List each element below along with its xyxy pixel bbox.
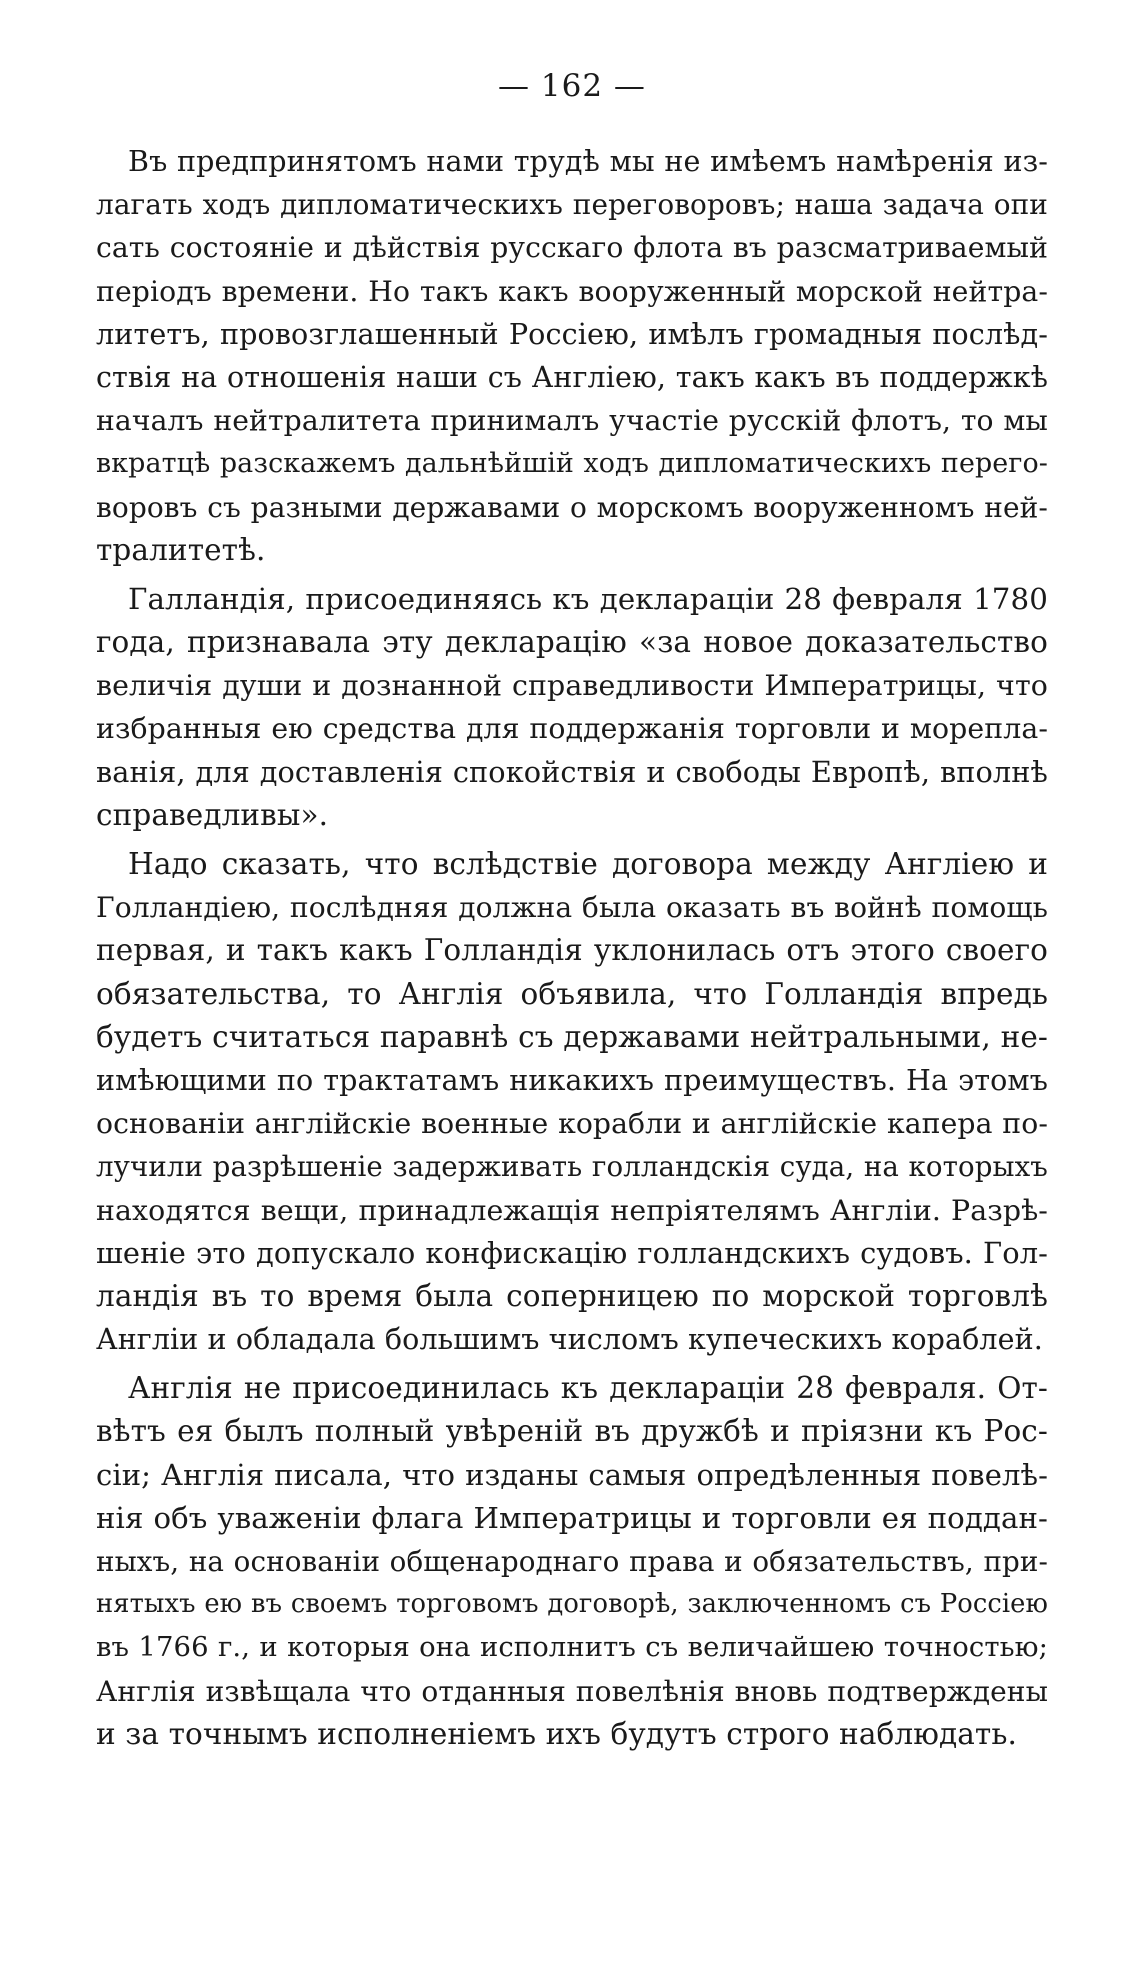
text-line: лагать ходъ дипломатическихъ переговоровъ; наша задача опи xyxy=(96,188,1048,222)
paragraph xyxy=(96,140,1048,572)
text-line: года, признавала эту декларацію «за новое доказательство xyxy=(96,625,1048,660)
text-line: сать состояніе и дѣйствія русскаго флота въ разсматриваемый xyxy=(96,231,1048,265)
text-line: ванія, для доставленія спокойствія и свободы Европѣ, вполнѣ xyxy=(96,754,1048,789)
text-line: воровъ съ разными державами о морскомъ вооруженномъ ней- xyxy=(96,490,1048,524)
text-line: Англія не присоединилась къ деклараціи 28 февраля. От- xyxy=(128,1371,1048,1406)
text-line: Англія извѣщала что отданныя повелѣнія вновь подтверждены xyxy=(96,1674,1048,1708)
text-line: вѣтъ ея былъ полный увѣреній въ дружбѣ и пріязни къ Рос- xyxy=(96,1414,1048,1449)
text-line: Галландія, присоединяясь къ деклараціи 28 февраля 1780 xyxy=(128,581,1048,616)
page-number: — 162 — xyxy=(498,68,646,104)
text-line: находятся вещи, принадлежащія непріятелямъ Англіи. Разрѣ- xyxy=(96,1193,1048,1227)
text-line: ландія въ то время была соперницею по морской торговлѣ xyxy=(96,1278,1048,1313)
text-line: нія объ уваженіи флага Императрицы и торговли ея поддан- xyxy=(96,1500,1048,1535)
text-line: тралитетѣ. xyxy=(96,532,266,567)
text-line: избранныя ею средства для поддержанія торговли и морепла- xyxy=(96,712,1048,746)
text-line: вкратцѣ разскажемъ дальнѣйшій ходъ дипломатическихъ перего- xyxy=(96,448,1048,480)
paragraph xyxy=(96,1367,1048,1756)
paragraph xyxy=(96,843,1048,1361)
book-page xyxy=(96,66,1048,1762)
text-line: первая, и такъ какъ Голландія уклонилась отъ этого своего xyxy=(96,933,1048,968)
text-line: Англіи и обладала большимъ числомъ купеческихъ кораблей. xyxy=(96,1323,1043,1357)
paragraph xyxy=(96,578,1048,837)
text-line: основаніи англійскіе военные корабли и англійскіе капера по- xyxy=(96,1107,1048,1141)
text-line: имѣющими по трактатамъ никакихъ преимуществъ. На этомъ xyxy=(96,1062,1048,1097)
text-line: ныхъ, на основаніи общенароднаго права и обязательствъ, при- xyxy=(96,1545,1048,1578)
text-line: обязательства, то Англія объявила, что Голландія впредь xyxy=(96,976,1048,1011)
text-line: лучили разрѣшеніе задерживать голландскія суда, на которыхъ xyxy=(96,1150,1048,1184)
text-line: Въ предпринятомъ нами трудѣ мы не имѣемъ намѣренія из- xyxy=(128,144,1048,178)
text-line: ствія на отношенія наши съ Англіею, такъ какъ въ поддержкѣ xyxy=(96,360,1048,394)
text-line: Голландіею, послѣдняя должна была оказать въ войнѣ помощь xyxy=(96,891,1048,925)
text-line: періодъ времени. Но такъ какъ вооруженный морской нейтра- xyxy=(96,274,1048,308)
text-line: и за точнымъ исполненіемъ ихъ будутъ строго наблюдать. xyxy=(96,1716,1017,1751)
text-line: литетъ, провозглашенный Россіею, имѣлъ громадныя послѣд- xyxy=(96,316,1048,351)
text-line: началъ нейтралитета принималъ участіе русскій флотъ, то мы xyxy=(96,404,1048,438)
text-line: въ 1766 г., и которыя она исполнитъ съ величайшею точностью; xyxy=(96,1632,1048,1664)
text-line: Надо сказать, что вслѣдствіе договора между Англіею и xyxy=(128,847,1048,881)
text-line: будетъ считаться паравнѣ съ державами нейтральными, не- xyxy=(96,1019,1048,1054)
text-line: справедливы». xyxy=(96,797,329,832)
text-line: шеніе это допускало конфискацію голландскихъ судовъ. Гол- xyxy=(96,1235,1048,1270)
text-line: величія души и дознанной справедливости Императрицы, что xyxy=(96,669,1048,703)
text-line: сіи; Англія писала, что изданы самыя опредѣленныя повелѣ- xyxy=(96,1457,1048,1492)
text-line: нятыхъ ею въ своемъ торговомъ договорѣ, заключенномъ съ Россіею xyxy=(96,1589,1048,1620)
